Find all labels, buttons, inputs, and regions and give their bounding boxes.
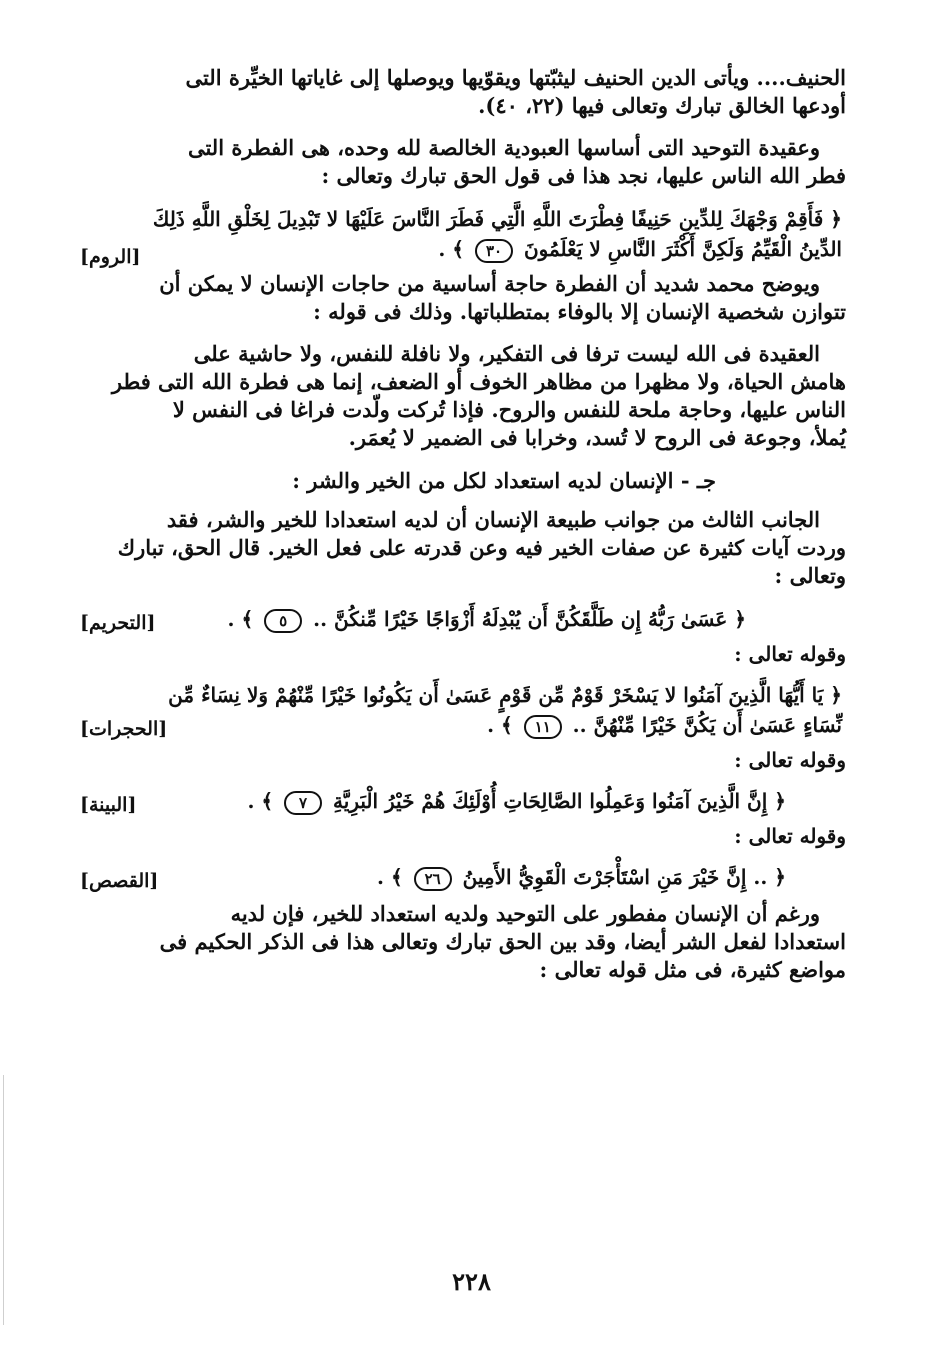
quran-quote-bayyina — [80, 786, 846, 816]
quote-line — [80, 786, 786, 816]
quote-line — [80, 234, 842, 264]
surah-reference: [القصص] — [80, 870, 159, 892]
quote-close: ﴾ . — [377, 865, 403, 889]
surah-reference: [الحجرات] — [80, 718, 168, 740]
quran-quote-qasas — [80, 862, 846, 892]
paragraph-line: أودعها الخالق تبارك وتعالى فيها (٢٢، ٤٠). — [478, 93, 846, 118]
ayah-number-badge: ٣٠ — [475, 239, 513, 263]
intro-line: وقوله تعالى : — [734, 824, 846, 848]
intro-line: وقوله تعالى : — [734, 748, 846, 772]
quran-quote-rum — [80, 204, 846, 268]
quote-line: ﴿ يَا أَيُّهَا الَّذِينَ آمَنُوا لا يَسْخَرْ قَوْمٌ مِّن قَوْمٍ عَسَىٰ أَن يَكُونُوا خَيْرًا مِّنْهُمْ وَلا نِسَاءٌ مِّن — [168, 683, 842, 707]
paragraph-line: ورغم أن الإنسان مفطور على التوحيد ولديه استعداد للخير، فإن لديه — [230, 901, 820, 926]
surah-reference: [الروم] — [80, 246, 141, 268]
quran-quote-tahrim — [80, 604, 846, 634]
paragraph-line: العقيدة فى الله ليست ترفا فى التفكير، ولا نافلة للنفس، ولا حاشية على — [193, 341, 820, 366]
paragraph-line: وعقيدة التوحيد التى أساسها العبودية الخالصة لله وحده، هى الفطرة التى — [187, 135, 820, 160]
paragraph-line: تتوازن شخصية الإنسان إلا بالوفاء بمتطلباتها. وذلك فى قوله : — [313, 299, 846, 324]
ayah-number-badge: ٧ — [284, 791, 322, 815]
paragraph-line: وردت آيات كثيرة عن صفات الخير فيه وعن قدرته على فعل الخير. قال الحق، تبارك — [117, 535, 846, 560]
paragraph-2 — [80, 134, 846, 190]
paragraph-3 — [80, 270, 846, 326]
quote-close: ﴾ . — [487, 713, 513, 737]
paragraph-line: هامش الحياة، ولا مظهرا من مظاهر الخوف أو الضعف، إنما هى فطرة الله التى فطر — [111, 369, 846, 394]
paragraph-line: الناس عليها، وحاجة ملحة للنفس والروح. فإذا تُركت ولّدت فراغا فى النفس لا — [172, 397, 846, 422]
quote-close: ﴾ . — [227, 607, 254, 631]
surah-reference: [التحريم] — [80, 612, 156, 634]
paragraph-line: الجانب الثالث من جوانب طبيعة الإنسان أن لديه استعدادا للخير والشر، فقد — [166, 507, 820, 532]
quote-line — [80, 604, 746, 634]
paragraph-line: مواضع كثيرة، فى مثل قوله تعالى : — [539, 957, 846, 982]
quote-close: ﴾ . — [247, 789, 274, 813]
ayah-number-badge: ٢٦ — [414, 867, 452, 891]
paragraph-6 — [80, 900, 846, 984]
page-number: ٢٢٨ — [452, 1267, 491, 1296]
paragraph-4 — [80, 340, 846, 452]
quote-line — [80, 862, 786, 892]
ayah-number-badge: ١١ — [524, 715, 562, 739]
quote-text: نِّسَاءٍ عَسَىٰ أَن يَكُنَّ خَيْرًا مِّنْهُنَّ .. — [572, 713, 842, 737]
surah-reference: [البينة] — [80, 794, 137, 816]
paragraph-line: ويوضح محمد شديد أن الفطرة حاجة أساسية من حاجات الإنسان لا يمكن أن — [159, 271, 820, 296]
quote-text: ﴿ إِنَّ الَّذِينَ آمَنُوا وَعَمِلُوا الصَّالِحَاتِ أُوْلَئِكَ هُمْ خَيْرُ الْبَرِيَّةِ — [333, 789, 786, 813]
quote-line — [80, 710, 842, 740]
quote-line: ﴿ فَأَقِمْ وَجْهَكَ لِلدِّينِ حَنِيفًا فِطْرَتَ اللَّهِ الَّتِي فَطَرَ النَّاسَ عَلَيْهَا لا تَبْدِيلَ لِخَلْقِ اللَّهِ ذَلِكَ — [152, 207, 842, 231]
quote-text: ﴿ عَسَىٰ رَبُّهُ إِن طَلَّقَكُنَّ أَن يُبْدِلَهُ أَزْوَاجًا خَيْرًا مِّنكُنَّ .. — [313, 607, 746, 631]
ayah-number-badge: ٥ — [264, 609, 302, 633]
paragraph-line: وتعالى : — [774, 563, 846, 588]
quote-text: الدِّينُ الْقَيِّمُ وَلَكِنَّ أَكْثَرَ النَّاسِ لا يَعْلَمُونَ — [523, 237, 842, 261]
intro-line: وقوله تعالى : — [734, 642, 846, 666]
paragraph-line: فطر الله الناس عليها، نجد هذا فى قول الحق تبارك وتعالى : — [321, 163, 846, 188]
quran-quote-hujurat — [80, 680, 846, 740]
paragraph-1 — [80, 64, 846, 120]
paragraph-line: استعدادا لفعل الشر أيضا، وقد بين الحق تبارك وتعالى هذا فى الذكر الحكيم فى — [159, 929, 846, 954]
quote-text: ﴿ .. إِنَّ خَيْرَ مَنِ اسْتَأْجَرْتَ الْقَوِيُّ الأَمِينُ — [462, 865, 786, 889]
paragraph-line: يُملأ، وجوعة فى الروح لا تُسد، وخرابا فى الضمير لا يُعمَر. — [348, 425, 846, 450]
paragraph-line: الحنيف.... ويأتى الدين الحنيف ليثبّتها ويقوّيها ويوصلها إلى غاياتها الخيِّرة التى — [185, 65, 846, 90]
paragraph-5 — [80, 506, 846, 590]
page-body — [80, 64, 846, 998]
quote-close: ﴾ . — [438, 237, 465, 261]
section-heading: جـ - الإنسان لديه استعداد لكل من الخير والشر : — [292, 468, 716, 493]
scan-edge-divider — [3, 1075, 4, 1325]
